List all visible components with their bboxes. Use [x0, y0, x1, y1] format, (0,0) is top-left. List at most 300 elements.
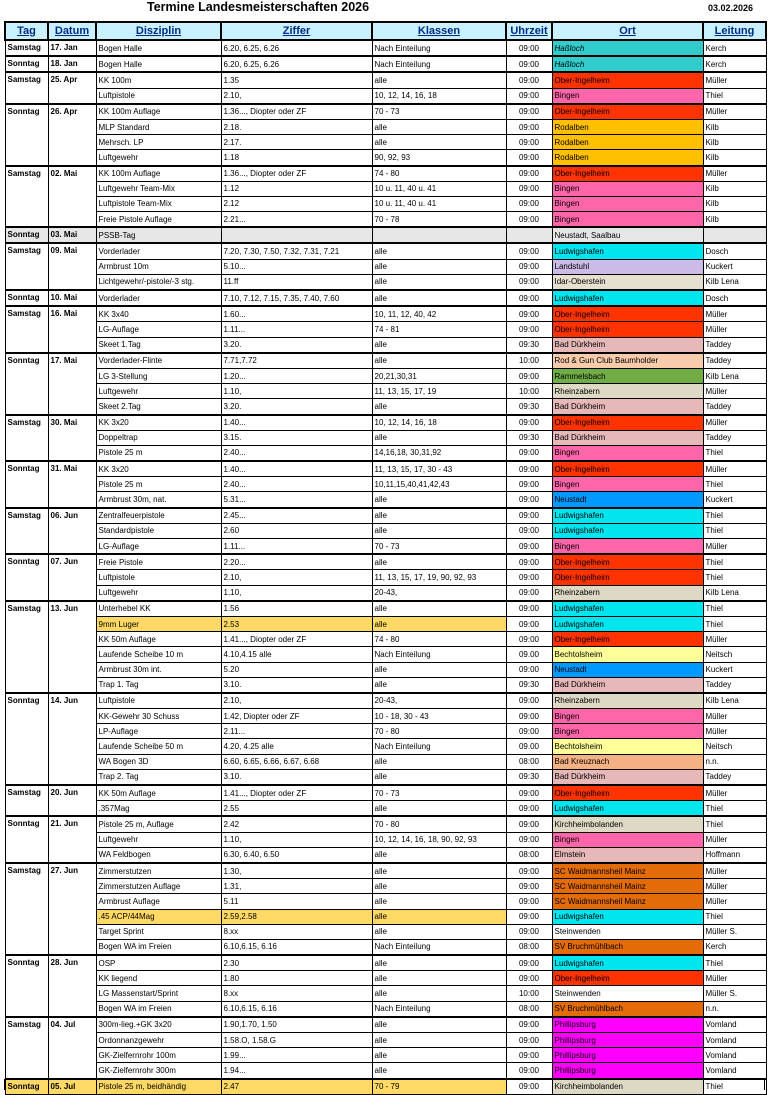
cell-klassen: 10 - 18, 30 - 43 [372, 709, 506, 724]
cell-ziffer: 2.10, [221, 88, 372, 104]
cell-uhrzeit: 09:00 [506, 508, 552, 524]
cell-leitung: Thiel [703, 88, 766, 104]
table-row [5, 662, 766, 677]
cell-ziffer: 1.12 [221, 181, 372, 196]
col-header-disziplin[interactable]: Disziplin [96, 22, 221, 40]
cell-klassen: 70 - 73 [372, 785, 506, 801]
cell-klassen: alle [372, 662, 506, 677]
cell-ziffer: 2.53 [221, 616, 372, 631]
cell-disziplin: Vorderlader-Flinte [96, 353, 221, 369]
cell-ort: Neustadt [552, 662, 703, 677]
cell-uhrzeit: 09:00 [506, 785, 552, 801]
cell-leitung: Thiel [703, 601, 766, 617]
cell-disziplin: Laufende Scheibe 50 m [96, 739, 221, 754]
cell-klassen: Nach Einteilung [372, 939, 506, 955]
cell-uhrzeit: 09:00 [506, 88, 552, 104]
cell-disziplin: Freie Pistole [96, 554, 221, 570]
cell-leitung: Kuckert [703, 492, 766, 508]
table-row [5, 616, 766, 631]
cell-ziffer: 3.20. [221, 399, 372, 415]
cell-leitung: Taddey [703, 337, 766, 353]
cell-disziplin: LG 3-Stellung [96, 368, 221, 383]
document-date: 03.02.2026 [708, 3, 754, 13]
cell-klassen: alle [372, 554, 506, 570]
cell-ort: Bad Kreuznach [552, 754, 703, 769]
cell-disziplin: OSP [96, 955, 221, 971]
table-row [5, 832, 766, 847]
cell-disziplin: Freie Pistole Auflage [96, 212, 221, 228]
cell-klassen: alle [372, 430, 506, 445]
cell-ziffer: 2.30 [221, 955, 372, 971]
cell-klassen: 14,16,18, 30,31,92 [372, 445, 506, 461]
cell-ort: Elmstein [552, 847, 703, 863]
cell-uhrzeit: 09:00 [506, 632, 552, 647]
cell-klassen [372, 227, 506, 243]
cell-ort: Steinwenden [552, 986, 703, 1001]
cell-ziffer: 5.20 [221, 662, 372, 677]
cell-leitung: Neitsch [703, 739, 766, 754]
cell-leitung: Müller [703, 461, 766, 477]
cell-ziffer: 1.41..., Diopter oder ZF [221, 632, 372, 647]
table-row [5, 399, 766, 415]
table-row [5, 104, 766, 120]
cell-uhrzeit: 09:00 [506, 181, 552, 196]
cell-klassen: alle [372, 971, 506, 986]
cell-ort: Phillipsburg [552, 1033, 703, 1048]
cell-tag: Samstag [5, 306, 48, 353]
cell-ort: Neustadt, Saalbau [552, 227, 703, 243]
cell-leitung: Kerch [703, 40, 766, 56]
cell-leitung: Thiel [703, 554, 766, 570]
cell-tag: Samstag [5, 166, 48, 228]
cell-tag: Sonntag [5, 353, 48, 415]
cell-ziffer: 2.45... [221, 508, 372, 524]
cell-klassen: alle [372, 508, 506, 524]
cell-tag: Samstag [5, 785, 48, 816]
cell-ziffer: 8.xx [221, 924, 372, 939]
cell-leitung: Müller [703, 415, 766, 431]
cell-ziffer: 1.11... [221, 322, 372, 337]
header-row [5, 22, 766, 40]
cell-ort: Ludwigshafen [552, 801, 703, 817]
table-row [5, 40, 766, 56]
cell-disziplin: KK-Gewehr 30 Schuss [96, 709, 221, 724]
cell-tag: Sonntag [5, 554, 48, 601]
col-header-tag[interactable]: Tag [5, 22, 48, 40]
cell-datum: 18. Jan [48, 56, 96, 72]
cell-disziplin: .45 ACP/44Mag [96, 909, 221, 924]
cell-ort: Ober-Ingelheim [552, 104, 703, 120]
cell-leitung: Thiel [703, 445, 766, 461]
cell-disziplin: 9mm Luger [96, 616, 221, 631]
cell-leitung: Kilb [703, 212, 766, 228]
cell-uhrzeit: 09:00 [506, 955, 552, 971]
cell-uhrzeit: 09:00 [506, 879, 552, 894]
cell-disziplin: Bogen WA im Freien [96, 939, 221, 955]
cell-leitung: Kilb [703, 181, 766, 196]
cell-uhrzeit: 10:00 [506, 986, 552, 1001]
cell-disziplin: Zimmerstutzen [96, 863, 221, 879]
cell-ort: SC Waidmannsheil Mainz [552, 879, 703, 894]
cell-leitung: Kilb Lena [703, 585, 766, 601]
cell-klassen: alle [372, 492, 506, 508]
cell-datum: 03. Mai [48, 227, 96, 243]
cell-uhrzeit: 09:00 [506, 554, 552, 570]
cell-ort: Idar-Oberstein [552, 274, 703, 290]
cell-uhrzeit: 10:00 [506, 384, 552, 399]
cell-ziffer: 1.10, [221, 832, 372, 847]
cell-datum: 17. Jan [48, 40, 96, 56]
col-header-datum[interactable]: Datum [48, 22, 96, 40]
table-row [5, 384, 766, 399]
cell-ziffer: 1.80 [221, 971, 372, 986]
cell-leitung: Thiel [703, 570, 766, 585]
cell-tag: Sonntag [5, 461, 48, 508]
cell-uhrzeit: 09:00 [506, 56, 552, 72]
cell-ort: Bingen [552, 181, 703, 196]
cell-ort: Ober-Ingelheim [552, 785, 703, 801]
cell-klassen: 10, 12, 14, 16, 18 [372, 415, 506, 431]
cell-disziplin: GK-Zielfernrohr 100m [96, 1048, 221, 1063]
cell-disziplin: KK 3x20 [96, 461, 221, 477]
table-row [5, 939, 766, 955]
cell-klassen: 10,11,15,40,41,42,43 [372, 477, 506, 492]
cell-leitung: Thiel [703, 801, 766, 817]
cell-klassen: 20,21,30,31 [372, 368, 506, 383]
cell-disziplin: KK liegend [96, 971, 221, 986]
table-row [5, 724, 766, 739]
cell-disziplin: PSSB-Tag [96, 227, 221, 243]
cell-uhrzeit: 09:00 [506, 1017, 552, 1033]
col-header-uhrzeit[interactable]: Uhrzeit [506, 22, 552, 40]
table-row [5, 1033, 766, 1048]
cell-ziffer: 1.10, [221, 384, 372, 399]
cell-disziplin: Bogen WA im Freien [96, 1001, 221, 1017]
cell-disziplin: LP-Auflage [96, 724, 221, 739]
cell-klassen: Nach Einteilung [372, 56, 506, 72]
cell-klassen: 10 u. 11, 40 u. 41 [372, 196, 506, 211]
cell-klassen: 74 - 81 [372, 322, 506, 337]
cell-ort: Rodalben [552, 150, 703, 166]
cell-leitung: Kilb Lena [703, 368, 766, 383]
cell-disziplin: LG-Auflage [96, 322, 221, 337]
col-header-leitung[interactable]: Leitung [703, 22, 766, 40]
table-row [5, 754, 766, 769]
cell-ziffer: 8.xx [221, 986, 372, 1001]
cell-disziplin: KK 100m [96, 72, 221, 88]
cell-leitung: Neitsch [703, 647, 766, 662]
table-row [5, 709, 766, 724]
cell-ziffer: 1.90,1.70, 1.50 [221, 1017, 372, 1033]
cell-ort: Ober-Ingelheim [552, 554, 703, 570]
cell-ziffer: 4.10,4.15 alle [221, 647, 372, 662]
cell-uhrzeit: 09:00 [506, 616, 552, 631]
cell-ort: Ludwigshafen [552, 523, 703, 538]
cell-datum: 25. Apr [48, 72, 96, 103]
cell-leitung: Müller [703, 785, 766, 801]
cell-uhrzeit: 09:30 [506, 399, 552, 415]
cell-leitung: Kilb Lena [703, 274, 766, 290]
cell-ziffer: 2.11... [221, 724, 372, 739]
cell-ort: Ludwigshafen [552, 508, 703, 524]
cell-ziffer: 6.30, 6.40, 6.50 [221, 847, 372, 863]
cell-klassen: alle [372, 769, 506, 785]
col-header-klassen[interactable]: Klassen [372, 22, 506, 40]
table-row [5, 337, 766, 353]
table-row [5, 212, 766, 228]
cell-tag: Sonntag [5, 56, 48, 72]
table-row [5, 1063, 766, 1079]
cell-leitung: Taddey [703, 399, 766, 415]
col-header-ziffer[interactable]: Ziffer [221, 22, 372, 40]
table-row [5, 461, 766, 477]
cell-klassen: 11, 13, 15, 17, 19, 90, 92, 93 [372, 570, 506, 585]
cell-leitung: Müller [703, 879, 766, 894]
cell-ort: Ober-Ingelheim [552, 461, 703, 477]
cell-ort: Ober-Ingelheim [552, 306, 703, 322]
cell-disziplin: Mehrsch. LP [96, 135, 221, 150]
cell-ziffer: 1.30, [221, 863, 372, 879]
cell-disziplin: Luftgewehr [96, 150, 221, 166]
cell-datum: 04. Jul [48, 1017, 96, 1079]
cell-ziffer: 3.10. [221, 769, 372, 785]
cell-leitung: Kilb Lena [703, 693, 766, 709]
cell-leitung: Müller [703, 539, 766, 555]
cell-klassen: 20-43, [372, 585, 506, 601]
table-row [5, 445, 766, 461]
cell-klassen: alle [372, 399, 506, 415]
cell-uhrzeit: 09:00 [506, 863, 552, 879]
cell-klassen: alle [372, 847, 506, 863]
cell-leitung: Thiel [703, 616, 766, 631]
cell-leitung: Taddey [703, 677, 766, 693]
cell-uhrzeit: 08:00 [506, 754, 552, 769]
cell-ziffer: 3.10. [221, 677, 372, 693]
table-row [5, 290, 766, 306]
cell-ziffer: 2.17. [221, 135, 372, 150]
cell-ort: Phillipsburg [552, 1063, 703, 1079]
cell-ziffer: 1.10, [221, 585, 372, 601]
cell-disziplin: Vorderlader [96, 243, 221, 259]
cell-ziffer: 1.36..., Diopter oder ZF [221, 166, 372, 182]
cell-disziplin: Armbrust 30m int. [96, 662, 221, 677]
table-row [5, 847, 766, 863]
cell-uhrzeit: 09:00 [506, 40, 552, 56]
cell-disziplin: LG Massenstart/Sprint [96, 986, 221, 1001]
cell-leitung: n.n. [703, 1001, 766, 1017]
table-row [5, 135, 766, 150]
cell-ziffer: 2.18. [221, 119, 372, 134]
cell-uhrzeit: 09:00 [506, 585, 552, 601]
cell-ort: Kirchheimbolanden [552, 1079, 703, 1095]
cell-datum: 17. Mai [48, 353, 96, 415]
table-row [5, 986, 766, 1001]
table-row [5, 924, 766, 939]
cell-klassen: alle [372, 523, 506, 538]
table-row [5, 632, 766, 647]
table-row [5, 894, 766, 909]
cell-ziffer: 6.20, 6.25, 6.26 [221, 40, 372, 56]
cell-leitung: Kuckert [703, 662, 766, 677]
cell-disziplin: Luftgewehr Team-Mix [96, 181, 221, 196]
cell-tag: Sonntag [5, 693, 48, 785]
cell-ziffer: 6.60, 6.65, 6.66, 6.67, 6.68 [221, 754, 372, 769]
cell-ziffer: 7.10, 7.12, 7.15, 7.35, 7.40, 7.60 [221, 290, 372, 306]
cell-disziplin: Pistole 25 m, Auflage [96, 816, 221, 832]
cell-uhrzeit: 09:00 [506, 570, 552, 585]
cell-ort: Ober-Ingelheim [552, 322, 703, 337]
cell-disziplin: Unterhebel KK [96, 601, 221, 617]
cell-leitung: Müller [703, 322, 766, 337]
cell-ziffer: 2.10, [221, 570, 372, 585]
table-row [5, 677, 766, 693]
cell-ort: Kirchheimbolanden [552, 816, 703, 832]
cell-disziplin: 300m-lieg.+GK 3x20 [96, 1017, 221, 1033]
cell-leitung: Müller [703, 832, 766, 847]
cell-klassen: 70 - 79 [372, 1079, 506, 1095]
cell-tag: Samstag [5, 243, 48, 290]
table-row [5, 477, 766, 492]
cell-ziffer: 2.47 [221, 1079, 372, 1095]
cell-tag: Sonntag [5, 104, 48, 166]
cell-leitung: Thiel [703, 508, 766, 524]
cell-ziffer: 2.60 [221, 523, 372, 538]
cell-ziffer: 3.15. [221, 430, 372, 445]
cell-ziffer: 6.20, 6.25, 6.26 [221, 56, 372, 72]
table-row [5, 368, 766, 383]
cell-disziplin: Vorderlader [96, 290, 221, 306]
cell-disziplin: KK 3x40 [96, 306, 221, 322]
cell-klassen: 74 - 80 [372, 632, 506, 647]
cell-disziplin: KK 50m Auflage [96, 785, 221, 801]
cell-klassen: alle [372, 601, 506, 617]
cell-ziffer: 1.40... [221, 415, 372, 431]
cell-datum: 02. Mai [48, 166, 96, 228]
cell-disziplin: LG-Auflage [96, 539, 221, 555]
cell-uhrzeit: 09:00 [506, 150, 552, 166]
cell-ziffer: 6.10,6.15, 6.16 [221, 939, 372, 955]
cell-klassen: alle [372, 72, 506, 88]
table-row [5, 863, 766, 879]
cell-ziffer: 2.21... [221, 212, 372, 228]
cell-ziffer: 1.18 [221, 150, 372, 166]
cell-klassen: 70 - 80 [372, 724, 506, 739]
cell-leitung: Kilb [703, 150, 766, 166]
cell-disziplin: Luftpistole [96, 88, 221, 104]
cell-datum: 09. Mai [48, 243, 96, 290]
cell-uhrzeit: 09:30 [506, 677, 552, 693]
cell-leitung: Müller [703, 306, 766, 322]
cell-klassen: alle [372, 259, 506, 274]
cell-uhrzeit: 09:00 [506, 274, 552, 290]
table-row [5, 785, 766, 801]
cell-leitung: Thiel [703, 909, 766, 924]
cell-leitung: Müller [703, 72, 766, 88]
cell-datum: 16. Mai [48, 306, 96, 353]
cell-ziffer: 2.10, [221, 693, 372, 709]
cell-uhrzeit: 09:00 [506, 816, 552, 832]
cell-disziplin: Skeet 1.Tag [96, 337, 221, 353]
cell-uhrzeit: 09:00 [506, 662, 552, 677]
cell-datum: 20. Jun [48, 785, 96, 816]
cell-leitung: Müller [703, 971, 766, 986]
cell-uhrzeit: 09:00 [506, 724, 552, 739]
cell-klassen: Nach Einteilung [372, 739, 506, 754]
cell-ort: Bingen [552, 212, 703, 228]
cell-ort: Rodalben [552, 119, 703, 134]
cell-ort: Haßloch [552, 40, 703, 56]
cell-ort: Bingen [552, 539, 703, 555]
cell-ort: Ludwigshafen [552, 909, 703, 924]
table-row [5, 539, 766, 555]
table-row [5, 150, 766, 166]
cell-ort: Rodalben [552, 135, 703, 150]
cell-leitung: Müller [703, 709, 766, 724]
cell-ziffer: 2.20... [221, 554, 372, 570]
cell-ziffer: 1.56 [221, 601, 372, 617]
cell-klassen: 70 - 73 [372, 104, 506, 120]
cell-leitung: Hoffmann [703, 847, 766, 863]
cell-ziffer: 2.42 [221, 816, 372, 832]
cell-ort: Bingen [552, 445, 703, 461]
table-row [5, 508, 766, 524]
cell-datum: 28. Jun [48, 955, 96, 1017]
cell-leitung: Vomland [703, 1063, 766, 1079]
cell-uhrzeit: 09:00 [506, 72, 552, 88]
cell-ort: Bingen [552, 709, 703, 724]
cell-ort: Ober-Ingelheim [552, 72, 703, 88]
cell-leitung: Müller [703, 384, 766, 399]
col-header-ort[interactable]: Ort [552, 22, 703, 40]
cell-uhrzeit [506, 227, 552, 243]
cell-ziffer: 2.40... [221, 477, 372, 492]
cell-ort: Bingen [552, 832, 703, 847]
cell-klassen: 10 u. 11, 40 u. 41 [372, 181, 506, 196]
cell-disziplin: Trap 1. Tag [96, 677, 221, 693]
cell-klassen: 10, 11, 12, 40, 42 [372, 306, 506, 322]
cell-ziffer: 1.36..., Diopter oder ZF [221, 104, 372, 120]
cell-ort: Ober-Ingelheim [552, 570, 703, 585]
cell-ziffer: 5.31... [221, 492, 372, 508]
cell-leitung: Müller [703, 632, 766, 647]
cell-leitung: Taddey [703, 430, 766, 445]
cell-ziffer: 2.59,2.58 [221, 909, 372, 924]
cell-uhrzeit: 09:00 [506, 492, 552, 508]
table-row [5, 1048, 766, 1063]
cell-disziplin: GK-Zielfernrohr 300m [96, 1063, 221, 1079]
cell-ort: Landstuhl [552, 259, 703, 274]
cell-disziplin: Zimmerstutzen Auflage [96, 879, 221, 894]
cell-klassen: alle [372, 337, 506, 353]
cell-uhrzeit: 09:00 [506, 1033, 552, 1048]
table-row [5, 243, 766, 259]
cell-ort: Bechtolsheim [552, 739, 703, 754]
table-row [5, 306, 766, 322]
cell-klassen: alle [372, 1048, 506, 1063]
cell-klassen: alle [372, 754, 506, 769]
cell-uhrzeit: 09:00 [506, 196, 552, 211]
cell-klassen: 10, 12, 14, 16, 18 [372, 88, 506, 104]
cell-ort: Haßloch [552, 56, 703, 72]
cell-ziffer: 5.11 [221, 894, 372, 909]
cell-uhrzeit: 09:00 [506, 166, 552, 182]
cell-ziffer: 1.60... [221, 306, 372, 322]
cell-ort: Bad Dürkheim [552, 399, 703, 415]
cell-ort: Rammelsbach [552, 368, 703, 383]
page-title: Termine Landesmeisterschaften 2026 [147, 0, 370, 14]
cell-disziplin: Armbrust Auflage [96, 894, 221, 909]
cell-ort: Ober-Ingelheim [552, 971, 703, 986]
